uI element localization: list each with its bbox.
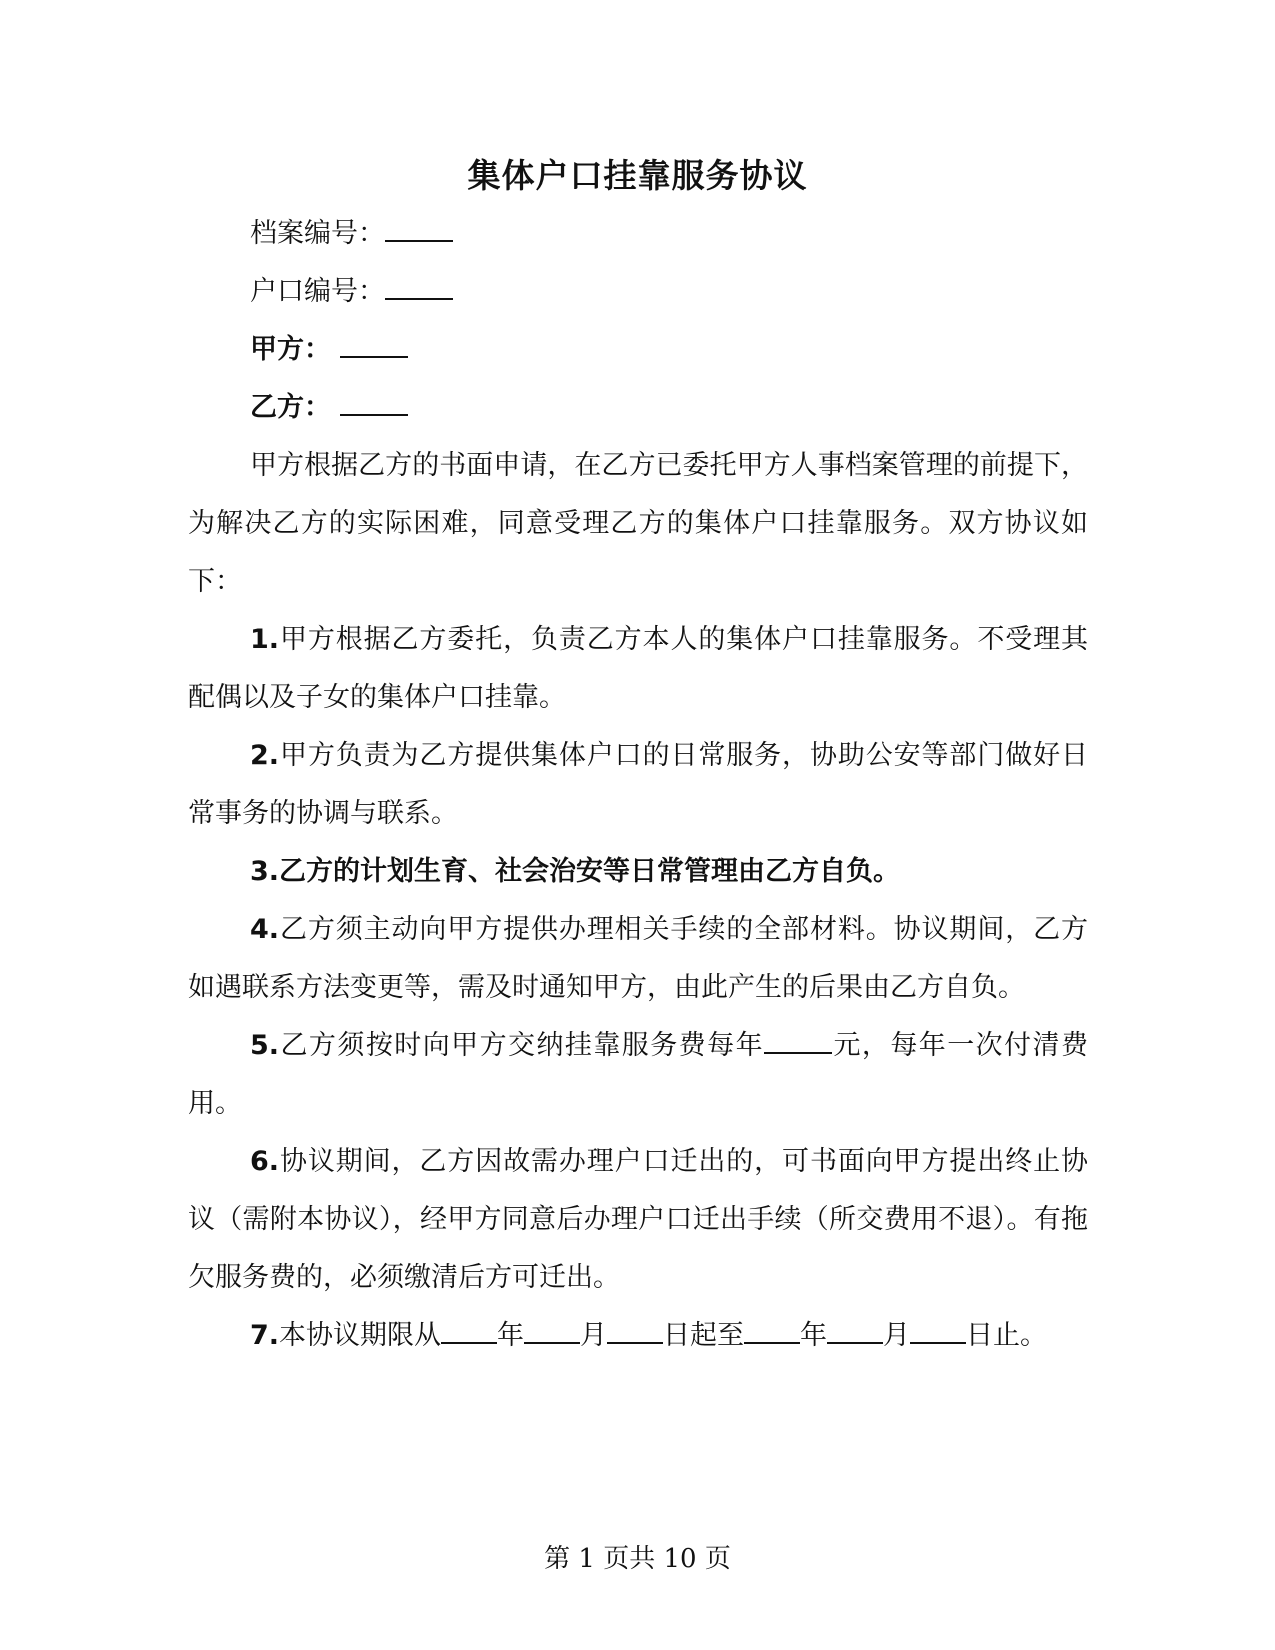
clause-number: 1. — [250, 624, 280, 655]
clause-number: 7. — [250, 1320, 280, 1351]
clause-text: 乙方须按时向甲方交纳挂靠服务费每年 — [279, 1030, 765, 1061]
field-label: 档案编号： — [250, 218, 385, 249]
clause-text: 乙方的计划生育、社会治安等日常管理由乙方自负。 — [279, 856, 901, 887]
party-a-blank[interactable] — [340, 334, 408, 358]
clause-number: 3. — [250, 856, 280, 887]
end-year-blank[interactable] — [744, 1320, 800, 1344]
party-b-field — [188, 379, 1088, 437]
clause-text: 日止。 — [966, 1320, 1048, 1351]
clause-text: 乙方须主动向甲方提供办理相关手续的全部材料。协议期间，乙方如遇联系方法变更等，需及时通知甲方，由此产生的后果由乙方自负。 — [188, 914, 1088, 1003]
clause-text: 元，每年一次付清费用。 — [188, 1030, 1088, 1119]
clause-4 — [188, 901, 1088, 1017]
clause-text: 年 — [800, 1320, 828, 1351]
clause-number: 6. — [250, 1146, 280, 1177]
clause-text: 日起至 — [663, 1320, 745, 1351]
clause-number: 5. — [250, 1030, 280, 1061]
clause-5 — [188, 1017, 1088, 1133]
field-label: 甲方： — [250, 334, 331, 365]
household-number-field — [188, 263, 1088, 321]
start-year-blank[interactable] — [441, 1320, 497, 1344]
clause-3 — [188, 843, 1088, 901]
field-label: 户口编号： — [250, 276, 385, 307]
document-body — [188, 205, 1088, 1365]
clause-text: 月 — [580, 1320, 608, 1351]
clause-text: 本协议期限从 — [279, 1320, 442, 1351]
clause-text: 协议期间，乙方因故需办理户口迁出的，可书面向甲方提出终止协议（需附本协议），经甲方同意后办理户口迁出手续（所交费用不退）。有拖欠服务费的，必须缴清后方可迁出。 — [188, 1146, 1088, 1293]
archive-number-blank[interactable] — [385, 218, 453, 242]
clause-2 — [188, 727, 1088, 843]
household-number-blank[interactable] — [385, 276, 453, 300]
clause-text: 年 — [497, 1320, 525, 1351]
page-footer: 第 1 页共 10 页 — [544, 1544, 731, 1574]
intro-paragraph: 甲方根据乙方的书面申请，在乙方已委托甲方人事档案管理的前提下，为解决乙方的实际困难，同意受理乙方的集体户口挂靠服务。双方协议如下： — [188, 450, 1088, 597]
party-a-field — [188, 321, 1088, 379]
clause-6 — [188, 1133, 1088, 1307]
clause-text: 月 — [883, 1320, 911, 1351]
field-label: 乙方： — [250, 392, 331, 423]
end-month-blank[interactable] — [827, 1320, 883, 1344]
party-b-blank[interactable] — [340, 392, 408, 416]
document-title: 集体户口挂靠服务协议 — [467, 156, 808, 195]
end-day-blank[interactable] — [910, 1320, 966, 1344]
clause-7 — [188, 1307, 1088, 1365]
clause-number: 2. — [250, 740, 280, 771]
start-day-blank[interactable] — [607, 1320, 663, 1344]
clause-1 — [188, 611, 1088, 727]
clause-text: 甲方负责为乙方提供集体户口的日常服务，协助公安等部门做好日常事务的协调与联系。 — [188, 740, 1088, 829]
clause-number: 4. — [250, 914, 280, 945]
archive-number-field — [188, 205, 1088, 263]
clause-text: 甲方根据乙方委托，负责乙方本人的集体户口挂靠服务。不受理其配偶以及子女的集体户口挂靠。 — [188, 624, 1088, 713]
start-month-blank[interactable] — [524, 1320, 580, 1344]
fee-amount-blank[interactable] — [764, 1030, 832, 1054]
